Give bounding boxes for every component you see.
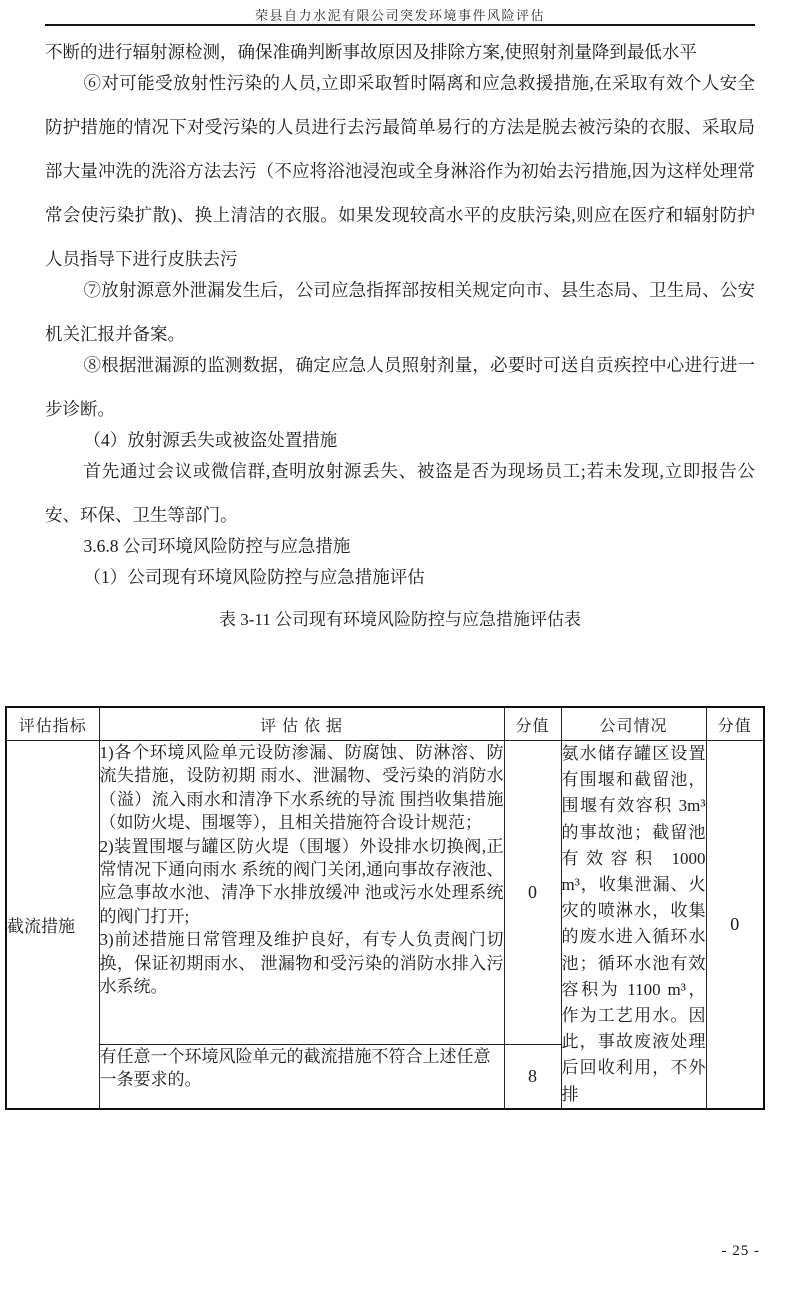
subsection-heading: （4）放射源丢失或被盗处置措施 <box>83 430 338 450</box>
paragraph: ⑧根据泄漏源的监测数据，确定应急人员照射剂量，必要时可送自贡疾控中心进行进一步诊断。 <box>45 355 755 419</box>
score-cell: 8 <box>504 1044 561 1109</box>
assessment-table <box>5 706 765 1110</box>
criteria-cell <box>99 741 504 1045</box>
subsection-heading: （1）公司现有环境风险防控与应急措施评估 <box>83 567 425 587</box>
paragraph: 不断的进行辐射源检测，确保准确判断事故原因及排除方案,使照射剂量降到最低水平 <box>45 42 697 62</box>
paragraph: ⑥对可能受放射性污染的人员,立即采取暂时隔离和应急救援措施,在采取有效个人安全防护措施的情况下对受污染的人员进行去污最简单易行的方法是脱去被污染的衣服、采取局部大量冲洗的洗浴方法去污（不应将浴池浸泡或全身淋浴作为初始去污措施,因为这样处理常常会使污染扩散)、换上清洁的衣服。如果发现较高水平的皮肤污染,则应在医疗和辐射防护人员指导下进行皮肤去污 <box>45 73 755 269</box>
indicator-cell: 截流措施 <box>6 741 99 1109</box>
col-header-basis: 评 估 依 据 <box>99 707 504 741</box>
criteria-item: 3)前述措施日常管理及维护良好，有专人负责阀门切换，保证初期雨水、 泄漏物和受污染的消防水排入污水系统。 <box>99 930 504 997</box>
page-number: - 25 - <box>721 1243 760 1259</box>
paragraph: ⑦放射源意外泄漏发生后，公司应急指挥部按相关规定向市、县生态局、卫生局、公安机关汇报并备案。 <box>45 280 755 344</box>
criteria-item: 2)装置围堰与罐区防火堤（围堰）外设排水切换阀,正常情况下通向雨水 系统的阀门关闭,通向事故存液池、应急事故水池、清净下水排放缓冲 池或污水处理系统的阀门打开; <box>99 836 504 926</box>
paragraph: 首先通过会议或微信群,查明放射源丢失、被盗是否为现场员工;若未发现,立即报告公安、环保、卫生等部门。 <box>45 461 755 525</box>
col-header-indicator: 评估指标 <box>6 707 99 741</box>
score-cell: 0 <box>504 741 561 1045</box>
company-score-cell: 0 <box>706 741 764 1109</box>
header-rule <box>45 24 755 26</box>
table-row <box>6 741 764 1045</box>
section-heading: 3.6.8 公司环境风险防控与应急措施 <box>83 536 351 556</box>
document-body <box>45 30 755 640</box>
company-situation-cell: 氨水储存罐区设置有围堰和截留池，围堰有效容积 3m³ 的事故池；截留池有效容积 1000 m³，收集泄漏、火灾的喷淋水，收集的废水进入循环水池；循环水池有效容积为 1100 m³，作为工艺用水。因此，事故废液处理后回收利用，不外排 <box>561 741 706 1109</box>
table-caption: 表 3-11 公司现有环境风险防控与应急措施评估表 <box>218 610 582 629</box>
col-header-score: 分值 <box>504 707 561 741</box>
col-header-company: 公司情况 <box>561 707 706 741</box>
criteria-cell: 有任意一个环境风险单元的截流措施不符合上述任意一条要求的。 <box>99 1044 504 1109</box>
criteria-item: 1)各个环境风险单元设防渗漏、防腐蚀、防淋溶、防流失措施，设防初期 雨水、泄漏物、受污染的消防水（溢）流入雨水和清净下水系统的导流 围挡收集措施（如防火堤、围堰等），且相关措施符合设计规范； <box>99 743 504 833</box>
page-header <box>45 5 755 24</box>
document-title: 荣县自力水泥有限公司突发环境事件风险评估 <box>254 8 545 23</box>
table-header-row <box>6 707 764 741</box>
col-header-score: 分值 <box>706 707 764 741</box>
